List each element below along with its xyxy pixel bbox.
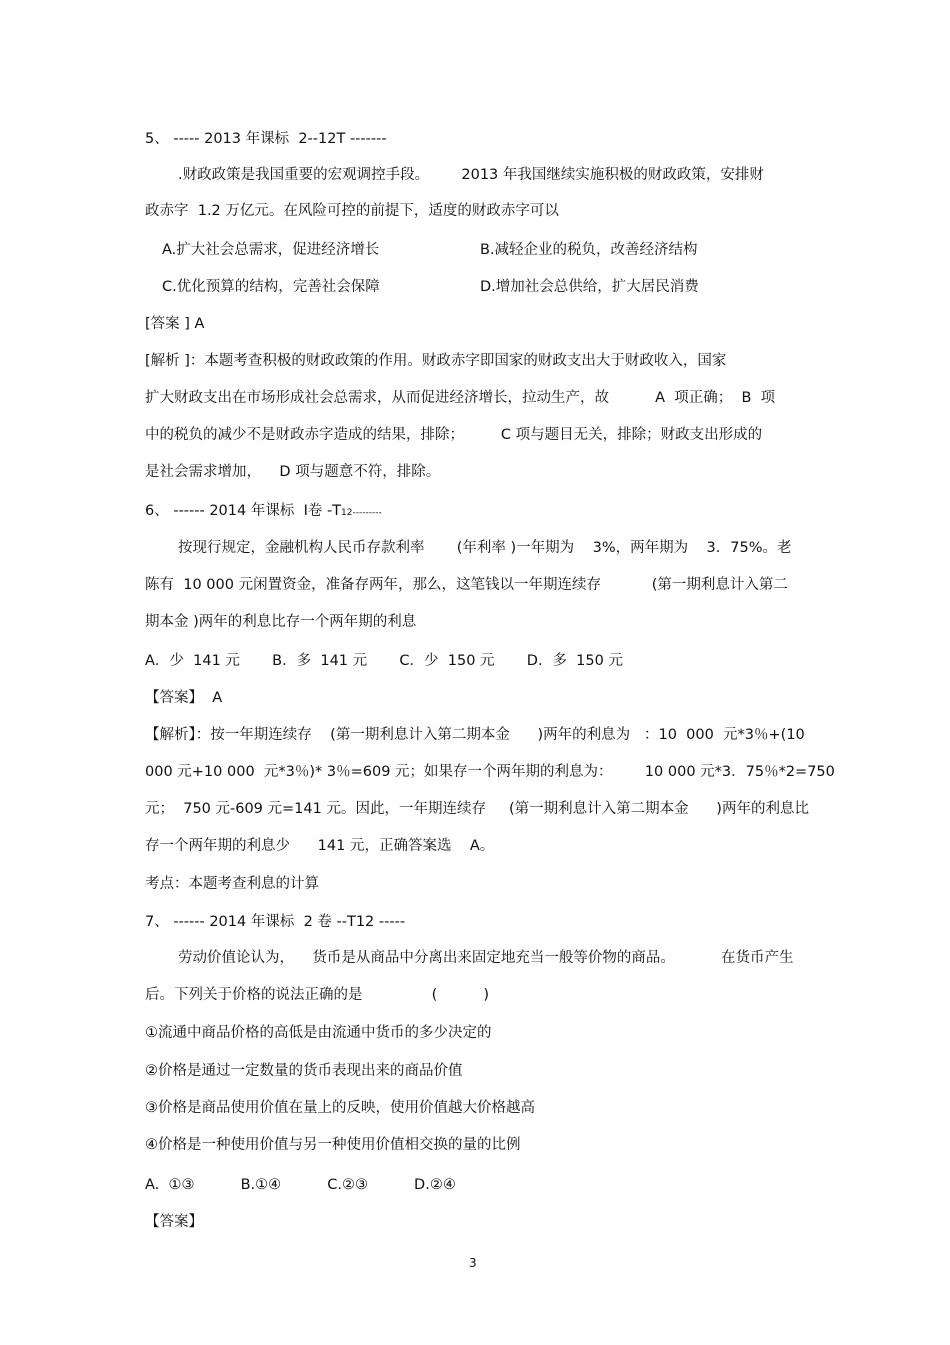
q5-stem-line2: 政赤字 1.2 万亿元。在风险可控的前提下，适度的财政赤字可以 xyxy=(145,203,559,219)
q7-item-2: ②价格是通过一定数量的货币表现出来的商品价值 xyxy=(145,1063,463,1079)
q5-answer: [答案 ] A xyxy=(145,316,205,332)
q5-option-c: C.优化预算的结构，完善社会保障 xyxy=(162,279,380,295)
q5-analysis-line2: 扩大财政支出在市场形成社会总需求，从而促进经济增长，拉动生产，故 A 项正确； B 项 xyxy=(145,390,776,406)
q6-header xyxy=(145,501,382,523)
q6-analysis-line3: 元； 750 元-609 元=141 元。因此，一年期连续存 (第一期利息计入第二期本金 )两年的利息比 xyxy=(145,801,809,817)
q6-stem-line2: 陈有 10 000 元闲置资金，准备存两年，那么，这笔钱以一年期连续存 (第一期利息计入第二 xyxy=(145,577,788,593)
q7-header: 7、 ------ 2014 年课标 2 卷 --T12 ----- xyxy=(145,914,406,930)
q7-item-4: ④价格是一种使用价值与另一种使用价值相交换的量的比例 xyxy=(145,1137,521,1153)
q6-header-subscript: 12--------- xyxy=(341,508,382,518)
q5-stem-line1: .财政政策是我国重要的宏观调控手段。 2013 年我国继续实施积极的财政政策，安排财 xyxy=(178,167,764,183)
q5-option-a: A.扩大社会总需求，促进经济增长 xyxy=(162,242,380,258)
q6-header-text: 6、 ------ 2014 年课标 Ⅰ卷 -T xyxy=(145,503,342,519)
q6-analysis-line2: 000 元+10 000 元*3％)* 3％=609 元；如果存一个两年期的利息为： 10 000 元*3．75％*2=750 xyxy=(145,764,835,780)
q7-stem-line2: 后。下列关于价格的说法正确的是 ( ) xyxy=(145,987,490,1003)
q6-answer: 【答案】 A xyxy=(145,690,223,706)
q7-options: A. ①③ B.①④ C.②③ D.②④ xyxy=(145,1177,456,1193)
q6-stem-line1: 按现行规定，金融机构人民币存款利率 (年利率 )一年期为 3%，两年期为 3．75%。老 xyxy=(178,540,792,556)
q6-kaodian: 考点：本题考查利息的计算 xyxy=(145,876,319,892)
q5-analysis-line4: 是社会需求增加， D 项与题意不符，排除。 xyxy=(145,464,441,480)
q6-stem-line3: 期本金 )两年的利息比存一个两年期的利息 xyxy=(145,614,417,630)
q5-analysis-line3: 中的税负的减少不是财政赤字造成的结果，排除； C 项与题目无关，排除；财政支出形成的 xyxy=(145,427,763,443)
q7-item-3: ③价格是商品使用价值在量上的反映，使用价值越大价格越高 xyxy=(145,1100,535,1116)
q7-answer: 【答案】 xyxy=(145,1214,203,1230)
q7-stem-line1: 劳动价值论认为， 货币是从商品中分离出来固定地充当一般等价物的商品。 在货币产生 xyxy=(178,950,794,966)
q5-analysis-line1: [解析 ]：本题考查积极的财政政策的作用。财政赤字即国家的财政支出大于财政收入，国家 xyxy=(145,353,727,369)
q6-analysis-line4: 存一个两年期的利息少 141 元，正确答案选 A。 xyxy=(145,838,495,854)
q7-item-1: ①流通中商品价格的高低是由流通中货币的多少决定的 xyxy=(145,1025,492,1041)
q6-analysis-line1: 【解析】：按一年期连续存 (第一期利息计入第二期本金 )两年的利息为 ：10 000 元*3％+(10 xyxy=(145,727,805,743)
q6-options: A．少 141 元 B．多 141 元 C．少 150 元 D．多 150 元 xyxy=(145,653,623,669)
q5-header: 5、 ----- 2013 年课标 2--12T ------- xyxy=(145,131,387,147)
page-number: 3 xyxy=(469,1256,477,1270)
q5-option-d: D.增加社会总供给，扩大居民消费 xyxy=(480,279,699,295)
q5-option-b: B.减轻企业的税负，改善经济结构 xyxy=(480,242,698,258)
